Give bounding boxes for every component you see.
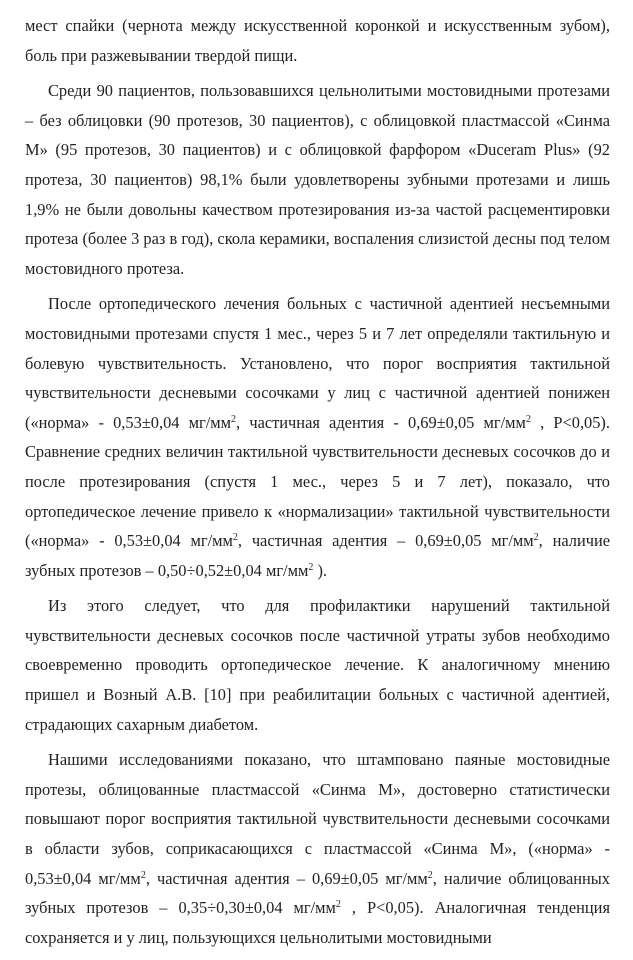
text-run: , частичная адентия – 0,69±0,05 мг/мм [237,531,534,551]
superscript: 2 [427,869,433,881]
document-page [25,0,610,952]
text-run: , Р<0,05). Сравнение средних величин тактильной чувствительности десневых сосочков до и после протезирования (спустя 1 мес., через 5 и 7 лет), показало, что ортопедическое лечение привело к «нормализации» тактильной чувствительности («норма» - 0,53±0,04 мг/мм [25,412,610,551]
text-run: , наличие облицованных зубных протезов – 0,35÷0,30±0,04 мг/мм [25,868,610,918]
superscript: 2 [232,532,238,544]
superscript: 2 [533,532,539,544]
superscript: 2 [335,899,341,911]
text-run: Из этого следует, что для профилактики нарушений тактильной чувствительности десневых сосочков после частичной утраты зубов необходимо своевременно проводить ортопедическое лечение. К аналогичному мнению пришел и Возный А.В. [10] при реабилитации больных с частичной адентией, страдающих сахарным диабетом. [25,596,610,734]
text-run: ). [313,560,328,580]
superscript: 2 [140,869,146,881]
paragraph-patients-survey [25,76,610,283]
text-run: Среди 90 пациентов, пользовавшихся цельнолитыми мостовидными протезами – без облицовки (90 протезов, 30 пациентов), с облицовкой пластмассой «Синма М» (95 протезов, 30 пациентов) и с облицовкой фарфором «Duceram Plus» (92 протеза, 30 пациентов) 98,1% были удовлетворены зубными протезами и лишь 1,9% не были довольны качеством протезирования из-за частой расцементировки протеза (более 3 раз в год), скола керамики, воспаления слизистой десны под телом мостовидного протеза. [25,81,610,278]
superscript: 2 [231,413,237,425]
text-run: , частичная адентия - 0,69±0,05 мг/мм [236,412,526,432]
text-run: , частичная адентия – 0,69±0,05 мг/мм [145,868,428,888]
paragraph-tactile-sensitivity [25,289,610,585]
paragraph-research-results [25,745,610,952]
text-run: , Р<0,05). Аналогичная тенденция сохраняется и у лиц, пользующихся цельнолитыми мостовидными [25,898,610,947]
superscript: 2 [525,413,531,425]
paragraph-continuation [25,11,610,70]
superscript: 2 [308,561,314,573]
text-run: мест спайки (чернота между искусственной коронкой и искусственным зубом), боль при разжевывании твердой пищи. [25,16,610,65]
text-run: После ортопедического лечения больных с частичной адентией несъемными мостовидными протезами спустя 1 мес., через 5 и 7 лет определяли тактильную и болевую чувствительность. Установлено, что порог восприятия тактильной чувствительности десневыми сосочками у лиц с частичной адентией понижен («норма» - 0,53±0,04 мг/мм [25,294,610,432]
text-run: Нашими исследованиями показано, что штамповано паяные мостовидные протезы, облицованные пластмассой «Синма М», достоверно статистически повышают порог восприятия тактильной чувствительности десневыми сосочками в области зубов, соприкасающихся с пластмассой «Синма М», («норма» - 0,53±0,04 мг/мм [25,750,610,888]
text-run: , наличие зубных протезов – 0,50÷0,52±0,04 мг/мм [25,531,610,580]
paragraph-prophylaxis [25,591,610,739]
